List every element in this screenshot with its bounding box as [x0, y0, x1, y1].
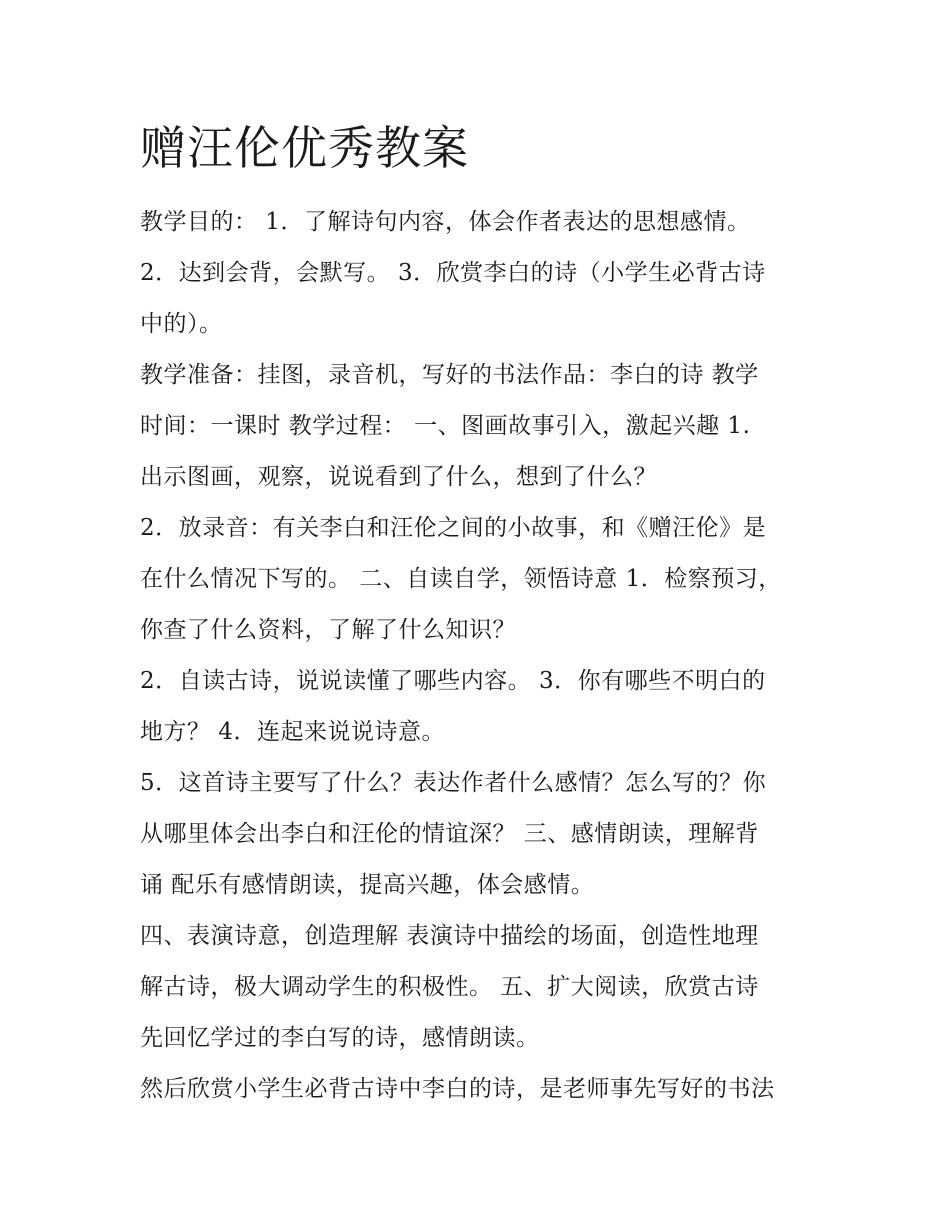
document-body [140, 202, 820, 1120]
body-line: 四、表演诗意，创造理解 表演诗中描绘的场面，创造性地理 [140, 923, 759, 949]
body-line: 中的）。 [140, 311, 223, 337]
body-line: 解古诗，极大调动学生的积极性。 五、扩大阅读，欣赏古诗 [140, 974, 759, 1000]
body-line: 先回忆学过的李白写的诗，感情朗读。 [140, 1025, 540, 1051]
body-line: 你查了什么资料，了解了什么知识？ [140, 617, 516, 643]
body-line: 教学目的： 1．了解诗句内容，体会作者表达的思想感情。 [140, 209, 751, 235]
body-line: 5．这首诗主要写了什么？表达作者什么感情？怎么写的？你 [140, 770, 767, 796]
body-line: 时间：一课时 教学过程： 一、图画故事引入，激起兴趣 1. [140, 413, 751, 439]
body-line: 2．放录音：有关李白和汪伦之间的小故事，和《赠汪伦》是 [140, 515, 767, 541]
body-line: 教学准备：挂图，录音机，写好的书法作品：李白的诗 教学 [140, 362, 759, 388]
body-line: 在什么情况下写的。 二、自读自学，领悟诗意 1．检察预习， [140, 566, 782, 592]
body-line: 出示图画，观察，说说看到了什么，想到了什么？ [140, 464, 657, 490]
body-line: 然后欣赏小学生必背古诗中李白的诗，是老师事先写好的书法 [140, 1076, 775, 1102]
body-line: 诵 配乐有感情朗读，提高兴趣，体会感情。 [140, 872, 595, 898]
body-line: 2．达到会背，会默写。 3．欣赏李白的诗（小学生必背古诗 [140, 260, 766, 286]
document-title: 赠汪伦优秀教案 [140, 121, 469, 175]
body-line: 从哪里体会出李白和汪伦的情谊深？ 三、感情朗读，理解背 [140, 821, 759, 847]
body-line: 地方？ 4．连起来说说诗意。 [140, 719, 445, 745]
body-line: 2．自读古诗，说说读懂了哪些内容。 3．你有哪些不明白的 [140, 668, 766, 694]
